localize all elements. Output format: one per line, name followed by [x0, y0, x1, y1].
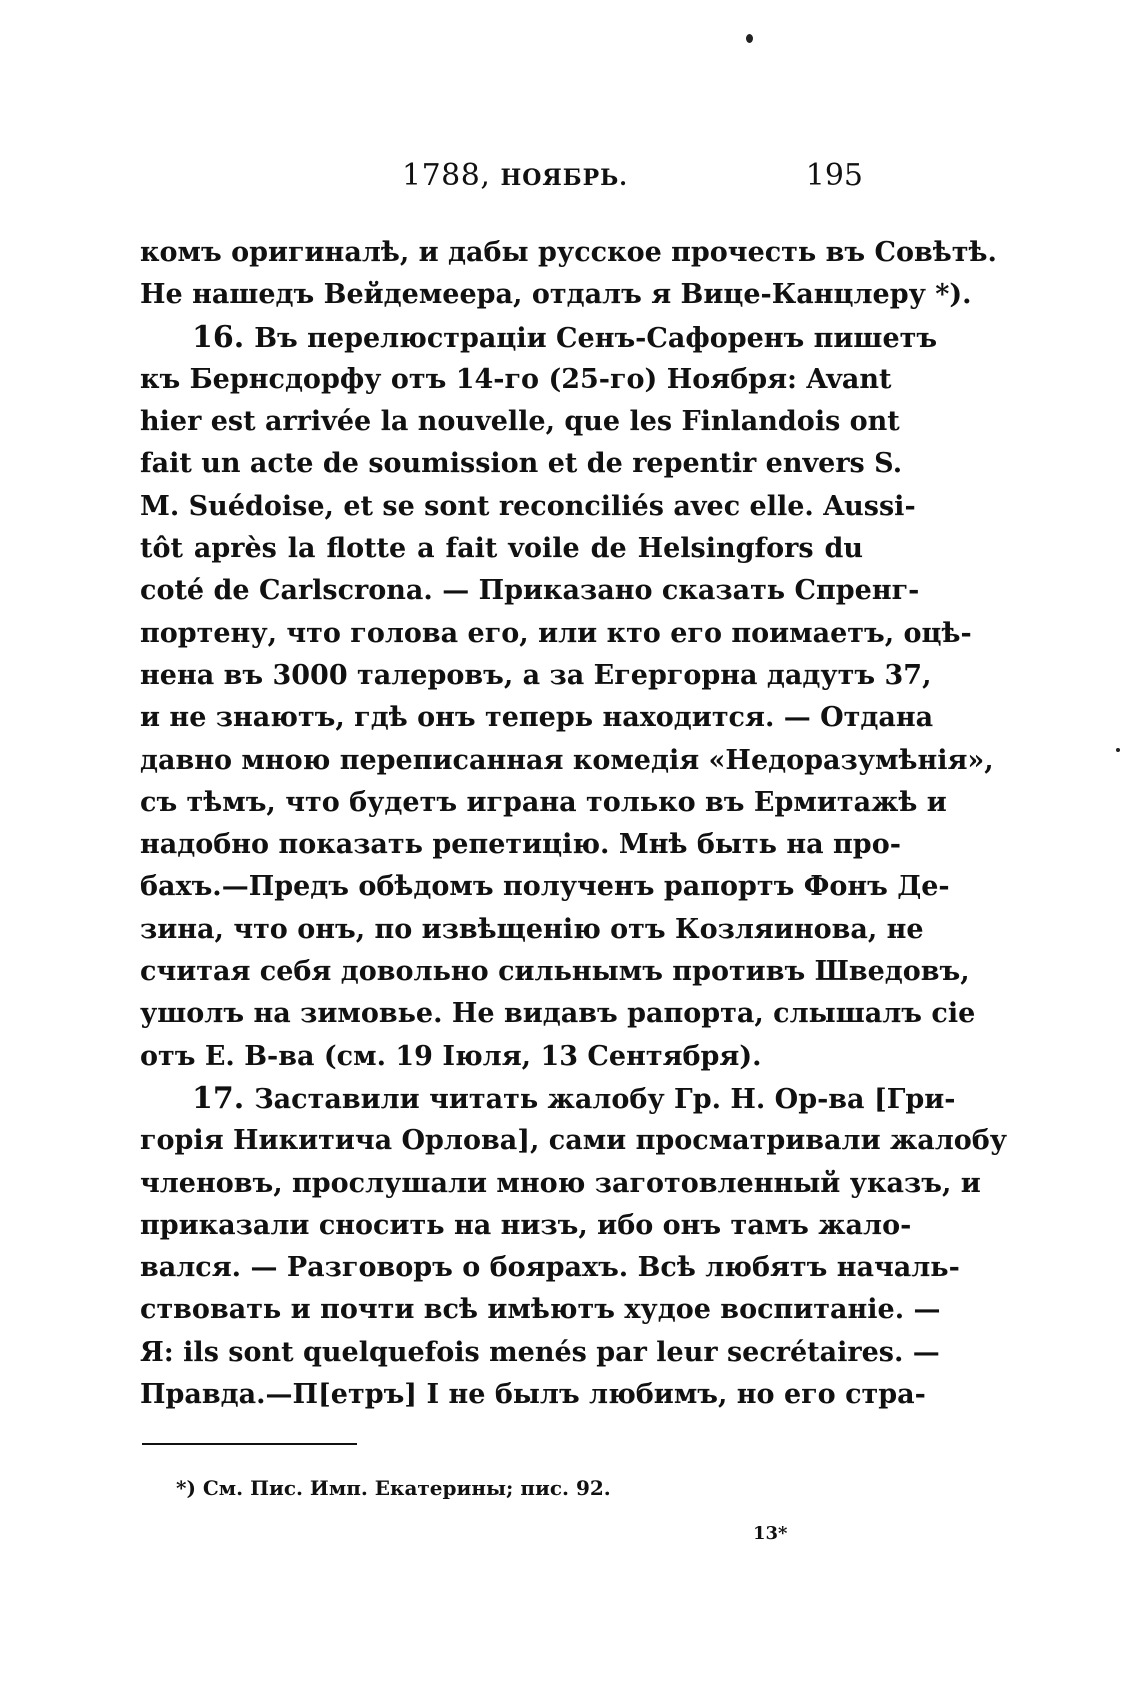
text-line: нена въ 3000 талеровъ, а за Егергорна дадутъ 37, — [140, 659, 932, 691]
header-title — [402, 158, 628, 193]
text-line: горія Никитича Орлова], сами просматривали жалобу — [140, 1125, 1008, 1157]
text-line: ушолъ на зимовье. Не видавъ рапорта, слышалъ сіе — [140, 998, 976, 1030]
text-line: надобно показать репетицію. Мнѣ быть на про- — [140, 829, 901, 861]
text-line: отъ Е. В-ва (см. 19 Іюля, 13 Сентября). — [140, 1040, 762, 1072]
text-line: tôt après la flotte a fait voile de Helsingfors du — [140, 533, 863, 565]
text-line: комъ оригиналѣ, и дабы русское прочесть въ Совѣтѣ. — [140, 237, 997, 268]
entry-16-first-line — [140, 317, 938, 359]
text-line: бахъ.—Предъ обѣдомъ полученъ рапортъ Фонъ Де- — [140, 871, 950, 903]
text-line: приказали сносить на низъ, ибо онъ тамъ жало- — [140, 1209, 912, 1241]
text-line: ствовать и почти всѣ имѣютъ худое воспитаніе. — — [140, 1294, 941, 1326]
text-line: M. Suédoise, et se sont reconciliés avec elle. Aussi- — [140, 490, 916, 522]
text-line: съ тѣмъ, что будетъ играна только въ Ермитажѣ и — [140, 786, 947, 818]
text-line: Правда.—П[етръ] I не былъ любимъ, но его стра- — [140, 1379, 926, 1411]
print-speck — [746, 34, 753, 43]
text-line: членовъ, прослушали мною заготовленный указъ, и — [140, 1167, 981, 1199]
header-month: НОЯБРЬ. — [500, 165, 628, 191]
text-line: и не знаютъ, гдѣ онъ теперь находится. — Отдана — [140, 702, 934, 734]
text-line: портену, что голова его, или кто его поимаетъ, оцѣ- — [140, 617, 972, 649]
text-line: считая себя довольно сильнымъ противъ Шведовъ, — [140, 956, 970, 988]
running-header — [140, 158, 863, 198]
text-line: coté de Carlscrona. — Приказано сказать Спренг- — [140, 575, 920, 607]
text-line: зина, что онъ, по извѣщенію отъ Козляинова, не — [140, 913, 924, 945]
header-year: 1788, — [402, 158, 491, 193]
text-line: вался. — Разговоръ о боярахъ. Всѣ любятъ началь- — [140, 1252, 960, 1284]
text-line: fait un acte de soumission et de repentir envers S. — [140, 448, 903, 480]
text-line: давно мною переписанная комедія «Недоразумѣнія», — [140, 744, 994, 776]
entry-number: 17. — [192, 1080, 245, 1116]
page-body-text — [140, 232, 1008, 1416]
text-line: Не нашедъ Вейдемеера, отдалъ я Вице-Канцлеру *). — [140, 279, 972, 311]
entry-number: 16. — [192, 319, 245, 355]
print-speck — [1116, 748, 1120, 752]
signature-mark: 13* — [753, 1523, 788, 1544]
text-line: Я: ils sont quelquefois menés par leur secrétaires. — — [140, 1336, 940, 1368]
footnote: *) См. Пис. Имп. Екатерины; пис. 92. — [176, 1476, 611, 1500]
page-number: 195 — [805, 158, 863, 193]
text-line: Въ перелюстраціи Сенъ-Сафоренъ пишетъ — [254, 322, 938, 354]
entry-17-first-line — [140, 1078, 956, 1120]
footnote-rule — [142, 1443, 357, 1445]
text-line: къ Бернсдорфу отъ 14-го (25-го) Ноября: Avant — [140, 363, 892, 395]
text-line: Заставили читать жалобу Гр. Н. Ор-ва [Гри- — [254, 1083, 956, 1115]
text-line: hier est arrivée la nouvelle, que les Finlandois ont — [140, 406, 900, 438]
